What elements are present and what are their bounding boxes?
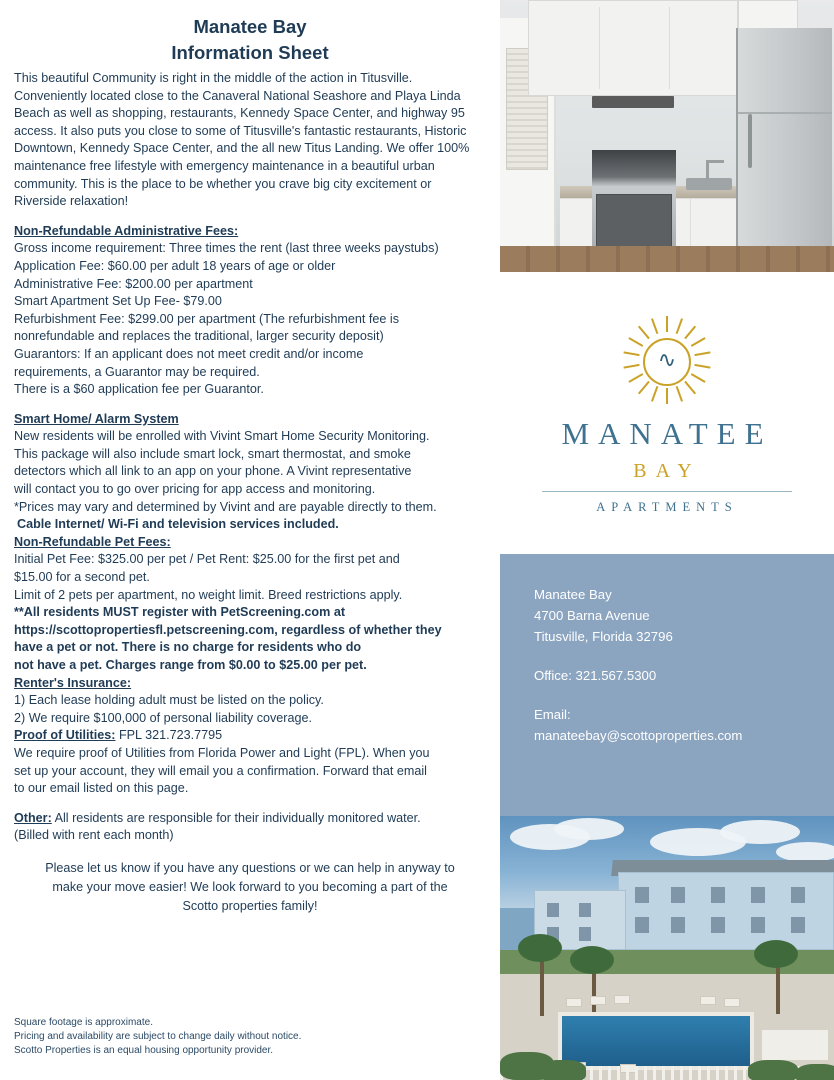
contact-address-line2: Titusville, Florida 32796 [534,629,673,644]
other-line-2: (Billed with rent each month) [14,828,174,843]
proof-line: to our email listed on this page. [14,781,189,796]
admin-fee-line: Administrative Fee: $200.00 per apartment [14,276,253,291]
petscreening-line: **All residents MUST register with PetScreening.com at [14,605,346,620]
admin-fee-line: Gross income requirement: Three times the rent (last three weeks paystubs) [14,241,439,256]
admin-fees-list [14,240,486,398]
other-heading: Other: [14,810,52,825]
proof-of-utilities-list [14,745,486,798]
renters-line: 1) Each lease holding adult must be listed on the policy. [14,693,324,708]
contact-email-address[interactable]: manateebay@scottoproperties.com [534,728,743,743]
admin-fee-line: Smart Apartment Set Up Fee- $79.00 [14,294,222,309]
sunburst-icon [607,312,727,408]
smart-home-line: This package will also include smart lock, smart thermostat, and smoke [14,446,411,461]
petscreening-note [14,604,486,674]
admin-fee-line: nonrefundable and replaces the traditional, larger security deposit) [14,329,384,344]
contact-email-label: Email: [534,707,571,722]
smart-home-line: New residents will be enrolled with Vivint Smart Home Security Monitoring. [14,429,430,444]
proof-of-utilities-heading: Proof of Utilities: [14,728,116,743]
intro-paragraph: This beautiful Community is right in the middle of the action in Titusville. Conveniently located close to the Canaveral National Seashore and Playa Linda Beach as well as shopping, restaurants, Kennedy Space Center, and highway 95 access. It also puts you close to some of Titusville's fantastic restaurants, Historic Downtown, Kennedy Space Center, and the all new Titus Landing. We offer 100% maintenance free lifestyle with emergency maintenance in a beautiful urban community. This is the place to be whether you crave big city excitement or Riverside relaxation! [14,71,470,209]
footnote-line: Scotto Properties is an equal housing opportunity provider. [14,1045,274,1056]
proof-of-utilities-heading-row [14,727,486,745]
contact-email-block [534,704,800,746]
right-media-column [500,0,834,1080]
contact-block [500,554,834,816]
smart-home-list [14,428,486,516]
manatee-bay-logo [500,272,834,554]
admin-fees-heading: Non-Refundable Administrative Fees: [14,223,239,238]
logo-apartments: APARTMENTS [596,499,738,514]
page-title [14,14,486,66]
smart-home-heading: Smart Home/ Alarm System [14,411,179,426]
footnotes [14,1016,301,1058]
page-title-line1: Manatee Bay [193,16,307,37]
pet-fees-list [14,551,486,604]
logo-bay: BAY [633,459,701,482]
admin-fee-line: There is a $60 application fee per Guarantor. [14,382,264,397]
closing-line: Scotto properties family! [182,898,318,913]
pet-fees-heading: Non-Refundable Pet Fees: [14,534,171,549]
contact-name: Manatee Bay [534,587,612,602]
petscreening-line: https://scottopropertiesfl.petscreening.com, regardless of whether they [14,622,442,637]
smart-home-line: detectors which all link to an app on your phone. A Vivint representative [14,464,412,479]
pet-fee-line: $15.00 for a second pet. [14,570,150,585]
proof-line: We require proof of Utilities from Florida Power and Light (FPL). When you [14,745,430,760]
page-title-line2: Information Sheet [171,42,329,63]
other-section [14,810,486,845]
closing-note [14,859,486,916]
pool-photo [500,816,834,1080]
kitchen-photo [500,0,834,272]
logo-divider [542,491,792,492]
admin-fee-line: Guarantors: If an applicant does not meet credit and/or income [14,346,364,361]
renters-insurance-heading: Renter's Insurance: [14,675,132,690]
renters-line: 2) We require $100,000 of personal liability coverage. [14,710,312,725]
contact-address [534,584,800,647]
proof-line: set up your account, they will email you a confirmation. Forward that email [14,763,427,778]
admin-fee-line: Refurbishment Fee: $299.00 per apartment (The refurbishment fee is [14,311,400,326]
admin-fee-line: Application Fee: $60.00 per adult 18 years of age or older [14,258,336,273]
contact-address-line1: 4700 Barna Avenue [534,608,650,623]
footnote-line: Pricing and availability are subject to change daily without notice. [14,1031,302,1042]
closing-line: make your move easier! We look forward to you becoming a part of the [52,879,448,894]
manatee-glyph-icon: ∿ [657,347,677,373]
contact-phone[interactable]: Office: 321.567.5300 [534,668,657,683]
pet-fee-line: Initial Pet Fee: $325.00 per pet / Pet Rent: $25.00 for the first pet and [14,552,400,567]
admin-fee-line: requirements, a Guarantor may be required. [14,364,260,379]
footnote-line: Square footage is approximate. [14,1017,153,1028]
smart-home-line: *Prices may vary and determined by Vivint and are payable directly to them. [14,499,437,514]
petscreening-line: have a pet or not. There is no charge for residents who do [14,640,362,655]
renters-insurance-list [14,692,486,727]
proof-of-utilities-value: FPL 321.723.7795 [115,728,223,743]
logo-name: MANATEE [561,415,773,451]
closing-line: Please let us know if you have any questions or we can help in anyway to [45,860,455,875]
petscreening-line: not have a pet. Charges range from $0.00 to $25.00 per pet. [14,658,367,672]
other-line-1: All residents are responsible for their individually monitored water. [51,810,421,825]
cable-included-line: Cable Internet/ Wi-Fi and television services included. [17,517,339,532]
pet-fee-line: Limit of 2 pets per apartment, no weight limit. Breed restrictions apply. [14,587,403,602]
smart-home-line: will contact you to go over pricing for app access and monitoring. [14,482,376,497]
